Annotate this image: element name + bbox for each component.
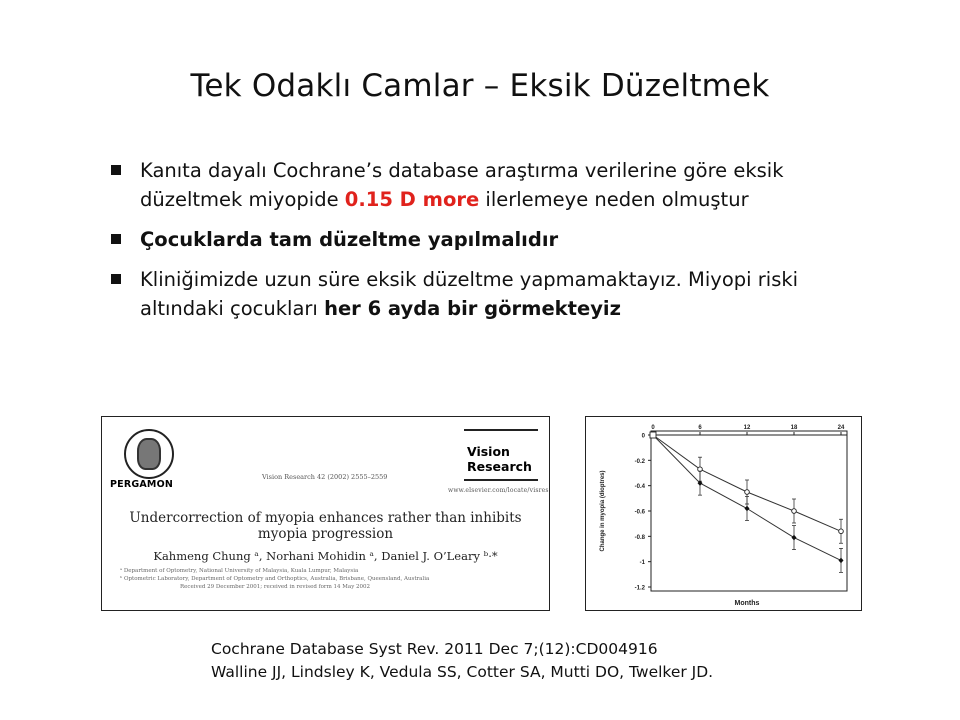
x-tick-label: 12	[743, 425, 751, 431]
y-tick-label: -0.8	[634, 534, 645, 541]
article-authors: Kahmeng Chung ᵃ, Norhani Mohidin ᵃ, Daniel J. O’Leary ᵇ·*	[153, 549, 498, 563]
pergamon-logo-icon	[124, 429, 174, 479]
data-point-filled	[745, 506, 750, 512]
bullet-text: Kanıta dayalı Cochrane’s database araştırma verilerine göre eksik düzeltmek miyopide	[140, 159, 784, 211]
data-point-open	[745, 490, 750, 495]
bullet-square-icon	[111, 274, 121, 284]
slide-title: Tek Odaklı Camlar – Eksik Düzeltmek	[190, 68, 770, 104]
x-tick-label: 0	[651, 425, 655, 431]
received-line: Received 29 December 2001; received in revised form 14 May 2002	[180, 584, 371, 590]
journal-citation: Vision Research 42 (2002) 2555–2559	[262, 473, 388, 481]
bullet-item	[108, 225, 828, 254]
bullet-text-end: ilerlemeye neden olmuştur	[479, 188, 749, 211]
x-axis-label: Months	[734, 600, 760, 607]
bullet-bold-text: her 6 ayda bir görmekteyiz	[324, 297, 621, 320]
article-title	[102, 510, 549, 542]
data-point-filled	[839, 558, 844, 564]
origin-marker	[650, 432, 656, 438]
y-tick-label: -1.2	[634, 585, 645, 592]
y-tick-label: -1	[639, 560, 645, 567]
data-point-filled	[792, 535, 797, 541]
publisher-name: PERGAMON	[110, 479, 173, 490]
y-tick-label: 0	[641, 433, 645, 440]
x-tick-label: 6	[698, 425, 702, 431]
bullet-text: Kliniğimizde uzun süre eksik düzeltme yapmamaktayız. Miyopi riski altındaki çocukları	[140, 268, 799, 320]
journal-name-line2: Research	[467, 459, 532, 474]
bullet-list	[108, 156, 828, 334]
journal-logo	[464, 429, 538, 491]
x-tick-label: 24	[837, 425, 845, 431]
references	[211, 638, 713, 684]
reference-line: Cochrane Database Syst Rev. 2011 Dec 7;(12):CD004916	[211, 640, 658, 658]
article-title-line1: Undercorrection of myopia enhances rather than inhibits	[129, 510, 522, 526]
journal-name-line1: Vision	[467, 444, 510, 459]
affiliation-line: ᵃ Department of Optometry, National University of Malaysia, Kuala Lumpur, Malaysia	[120, 568, 359, 574]
bullet-square-icon	[111, 165, 121, 175]
bullet-square-icon	[111, 234, 121, 244]
y-axis-label: Change in myopia (dioptres)	[600, 470, 606, 552]
article-header-image	[101, 416, 550, 611]
article-affiliations	[120, 567, 540, 591]
bullet-item	[108, 265, 828, 323]
y-tick-label: -0.6	[634, 509, 645, 516]
highlight-text: 0.15 D more	[344, 188, 480, 211]
journal-url: www.elsevier.com/locate/visres	[448, 487, 549, 494]
bullet-item	[108, 156, 828, 214]
reference-line: Walline JJ, Lindsley K, Vedula SS, Cotter SA, Mutti DO, Twelker JD.	[211, 663, 714, 681]
bullet-bold-text: Çocuklarda tam düzeltme yapılmalıdır	[140, 228, 559, 251]
y-tick-label: -0.4	[634, 484, 645, 491]
chart-svg	[586, 417, 861, 610]
data-point-open	[839, 529, 844, 534]
data-point-open	[792, 509, 797, 514]
x-tick-label: 18	[790, 425, 798, 431]
article-title-line2: myopia progression	[257, 526, 394, 542]
affiliation-line: ᵇ Optometric Laboratory, Department of Optometry and Orthoptics, Australia, Brisbane, Queensland, Australia	[120, 576, 430, 582]
myopia-progression-chart	[585, 416, 862, 611]
y-tick-label: -0.2	[634, 458, 645, 465]
